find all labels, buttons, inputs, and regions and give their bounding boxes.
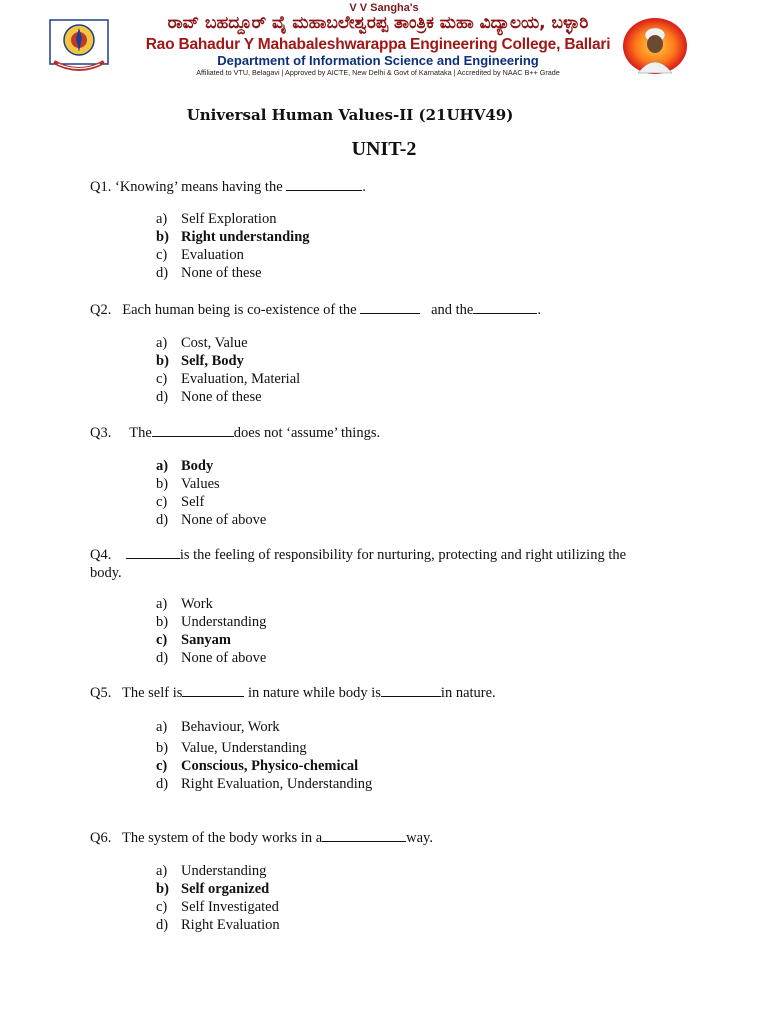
answer-blank [381,684,441,697]
question-5 [90,684,660,702]
college-name-kannada: ರಾವ್ ಬಹದ್ದೂರ್ ವೈ ಮಹಾಬಲೇಶ್ವರಪ್ಪ ತಾಂತ್ರಿಕ ಮಹಾ ವಿದ್ಯಾಲಯ, ಬಳ್ಳಾರಿ [167,13,589,33]
option-c-correct: c) Conscious, Physico-chemical [156,758,359,774]
option-a: a) Understanding [156,863,267,879]
option-a-correct: a) Body [156,458,214,474]
option-d: d) None of these [156,389,262,405]
letterhead [0,0,768,86]
affiliation-line: Affiliated to VTU, Belagavi | Approved by AICTE, New Delhi & Govt of Karnataka | Accredited by NAAC B++ Grade [196,68,560,77]
founder-portrait-image [622,17,688,75]
option-c: c) Self [156,494,205,510]
question-number: Q2. [90,302,112,318]
option-a: a) Self Exploration [156,211,277,227]
question-number: Q1. [90,179,112,195]
question-number: Q3. [90,425,112,441]
options-list [156,595,266,667]
question-text: and the [427,302,474,318]
option-c-correct: c) Sanyam [156,632,231,648]
question-text: body. [90,565,122,581]
college-emblem-logo [44,18,114,74]
question-text: The [129,425,152,441]
option-d: d) None of above [156,512,267,528]
option-b: b) Value, Understanding [156,740,307,756]
question-6 [90,829,660,847]
answer-blank [322,829,406,842]
unit-heading: UNIT-2 [351,138,417,160]
question-text: does not ‘assume’ things. [233,425,381,441]
answer-blank [473,301,537,314]
option-d: d) Right Evaluation [156,917,280,933]
option-b: b) Understanding [156,614,267,630]
option-c: c) Self Investigated [156,899,279,915]
option-d: d) None of these [156,265,262,281]
options-list [156,457,266,529]
options-list [156,334,300,406]
question-text: in nature while body is [244,685,381,701]
option-d: d) Right Evaluation, Understanding [156,776,373,792]
answer-blank [286,178,362,191]
college-name: Rao Bahadur Y Mahabaleshwarappa Engineering College, Ballari [145,36,611,53]
department-name: Department of Information Science and Engineering [217,53,539,68]
question-number: Q5. [90,685,112,701]
question-text: The self is [121,685,183,701]
option-b-correct: b) Self organized [156,881,270,897]
options-list [156,210,310,282]
options-list [156,862,280,934]
question-text: way. [406,830,433,846]
question-text: is the feeling of responsibility for nurturing, protecting and right utilizing the [179,547,627,563]
question-2 [90,301,660,319]
answer-blank [360,301,420,314]
sangha-name: V V Sangha's [349,2,419,14]
option-a: a) Cost, Value [156,335,248,351]
question-1 [90,178,660,196]
option-a: a) Behaviour, Work [156,719,280,735]
option-b-correct: b) Right understanding [156,229,310,245]
option-a: a) Work [156,596,213,612]
question-text: Each human being is co-existence of the [122,302,361,318]
question-text: . [362,179,366,195]
question-text: The system of the body works in a [121,830,323,846]
answer-blank [182,684,244,697]
course-title: Universal Human Values-II (21UHV49) [186,106,514,124]
options-list [156,718,372,793]
answer-blank [152,424,234,437]
question-text: . [537,302,541,318]
question-3 [90,424,660,442]
question-4 [90,546,660,582]
option-d: d) None of above [156,650,267,666]
option-c: c) Evaluation [156,247,244,263]
question-number: Q6. [90,830,112,846]
question-text: ‘Knowing’ means having the [114,179,287,195]
answer-blank [126,546,180,559]
option-b-correct: b) Self, Body [156,353,244,369]
option-b: b) Values [156,476,220,492]
option-c: c) Evaluation, Material [156,371,301,387]
question-text: in nature. [440,685,496,701]
question-number: Q4. [90,547,112,563]
